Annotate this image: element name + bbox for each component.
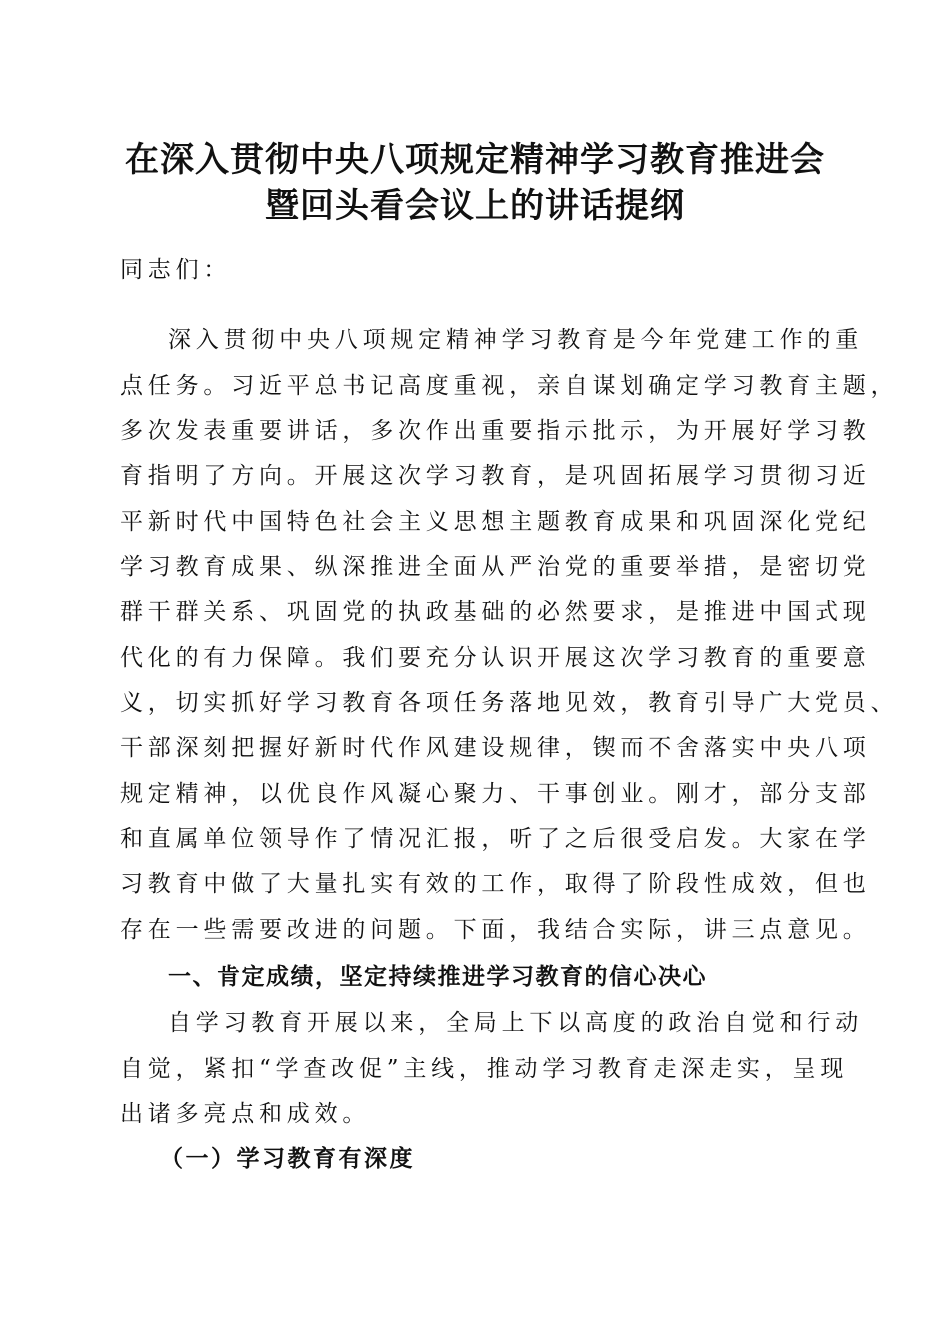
paragraph-1-line-1: 深入贯彻中央八项规定精神学习教育是今年党建工作的重 bbox=[168, 327, 863, 353]
paragraph-1-line-11: 规定精神，以优良作风凝心聚力、干事创业。刚才，部分支部 bbox=[120, 781, 871, 807]
section-heading-1: 一、肯定成绩，坚定持续推进学习教育的信心决心 bbox=[168, 964, 707, 990]
paragraph-1-line-6: 学习教育成果、纵深推进全面从严治党的重要举措，是密切党 bbox=[120, 554, 871, 580]
paragraph-2-line-3: 出诸多亮点和成效。 bbox=[120, 1101, 371, 1127]
paragraph-2-line-1: 自学习教育开展以来，全局上下以高度的政治自觉和行动 bbox=[168, 1010, 863, 1036]
subsection-heading-1: （一）学习教育有深度 bbox=[160, 1145, 415, 1172]
paragraph-1-line-9: 义，切实抓好学习教育各项任务落地见效，教育引导广大党员、 bbox=[120, 690, 899, 716]
paragraph-1-line-7: 群干群关系、巩固党的执政基础的必然要求，是推进中国式现 bbox=[120, 599, 871, 625]
paragraph-1-line-8: 代化的有力保障。我们要充分认识开展这次学习教育的重要意 bbox=[120, 645, 871, 671]
paragraph-1-line-2: 点任务。习近平总书记高度重视，亲自谋划确定学习教育主题， bbox=[120, 373, 899, 399]
document-title-line-2: 暨回头看会议上的讲话提纲 bbox=[265, 186, 685, 226]
document-title-line-1: 在深入贯彻中央八项规定精神学习教育推进会 bbox=[125, 140, 825, 180]
paragraph-2-line-2: 自觉，紧扣“学查改促”主线，推动学习教育走深走实，呈现 bbox=[120, 1056, 849, 1082]
paragraph-1-line-10: 干部深刻把握好新时代作风建设规律，锲而不舍落实中央八项 bbox=[120, 735, 871, 761]
salutation: 同志们： bbox=[120, 257, 232, 283]
paragraph-1-line-5: 平新时代中国特色社会主义思想主题教育成果和巩固深化党纪 bbox=[120, 509, 871, 535]
paragraph-1-line-12: 和直属单位领导作了情况汇报，听了之后很受启发。大家在学 bbox=[120, 826, 871, 852]
paragraph-1-line-13: 习教育中做了大量扎实有效的工作，取得了阶段性成效，但也 bbox=[120, 871, 871, 897]
paragraph-1-line-14: 存在一些需要改进的问题。下面，我结合实际，讲三点意见。 bbox=[120, 917, 871, 943]
paragraph-1-line-3: 多次发表重要讲话，多次作出重要指示批示，为开展好学习教 bbox=[120, 418, 871, 444]
paragraph-1-line-4: 育指明了方向。开展这次学习教育，是巩固拓展学习贯彻习近 bbox=[120, 463, 871, 489]
